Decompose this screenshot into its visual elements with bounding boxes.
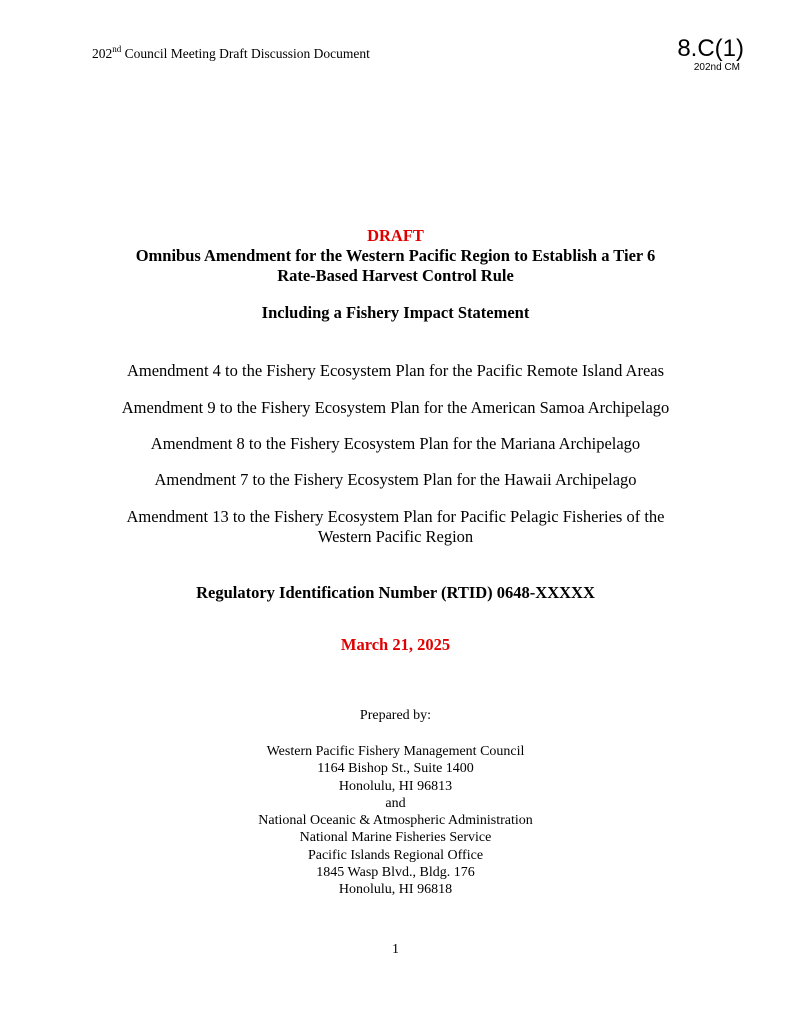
address-line: Honolulu, HI 96813	[338, 778, 453, 794]
amendment-pria: Amendment 4 to the Fishery Ecosystem Plan for the Pacific Remote Island Areas	[126, 361, 665, 380]
prepared-by-address-block	[0, 743, 791, 899]
agenda-stamp	[677, 36, 744, 74]
address-line: 1164 Bishop St., Suite 1400	[317, 761, 474, 777]
address-line: 1845 Wasp Blvd., Bldg. 176	[316, 865, 475, 881]
page-number: 1	[392, 942, 399, 957]
agenda-item-code: 8.C(1)	[677, 35, 744, 62]
agenda-meeting-label: 202nd CM	[693, 62, 740, 73]
document-title-line-1: Omnibus Amendment for the Western Pacific Region to Establish a Tier 6	[135, 246, 656, 265]
address-line: Honolulu, HI 96818	[338, 882, 453, 898]
address-line: Pacific Islands Regional Office	[307, 847, 484, 863]
amendment-pelagic-line-1: Amendment 13 to the Fishery Ecosystem Plan for Pacific Pelagic Fisheries of the	[126, 507, 665, 526]
rtid-number: Regulatory Identification Number (RTID) 0648-XXXXX	[196, 583, 595, 602]
document-date: March 21, 2025	[340, 635, 451, 654]
amendment-pelagic-line-2: Western Pacific Region	[317, 527, 474, 546]
amendment-american-samoa: Amendment 9 to the Fishery Ecosystem Plan for the American Samoa Archipelago	[121, 398, 670, 417]
document-subtitle: Including a Fishery Impact Statement	[261, 303, 530, 322]
amendment-hawaii: Amendment 7 to the Fishery Ecosystem Plan for the Hawaii Archipelago	[154, 470, 637, 489]
document-title-line-2: Rate-Based Harvest Control Rule	[277, 266, 514, 285]
meeting-ordinal-suffix: nd	[112, 44, 122, 54]
meeting-number: 202	[92, 46, 113, 61]
address-line: National Marine Fisheries Service	[299, 830, 492, 846]
address-line: Western Pacific Fishery Management Council	[266, 744, 525, 759]
running-header	[92, 46, 370, 62]
draft-label: DRAFT	[367, 226, 424, 245]
address-line: National Oceanic & Atmospheric Administration	[258, 813, 533, 829]
prepared-by-label: Prepared by:	[359, 708, 432, 723]
address-line: and	[385, 795, 406, 811]
meeting-description: Council Meeting Draft Discussion Document	[121, 46, 370, 61]
amendment-mariana: Amendment 8 to the Fishery Ecosystem Plan for the Mariana Archipelago	[150, 434, 641, 453]
